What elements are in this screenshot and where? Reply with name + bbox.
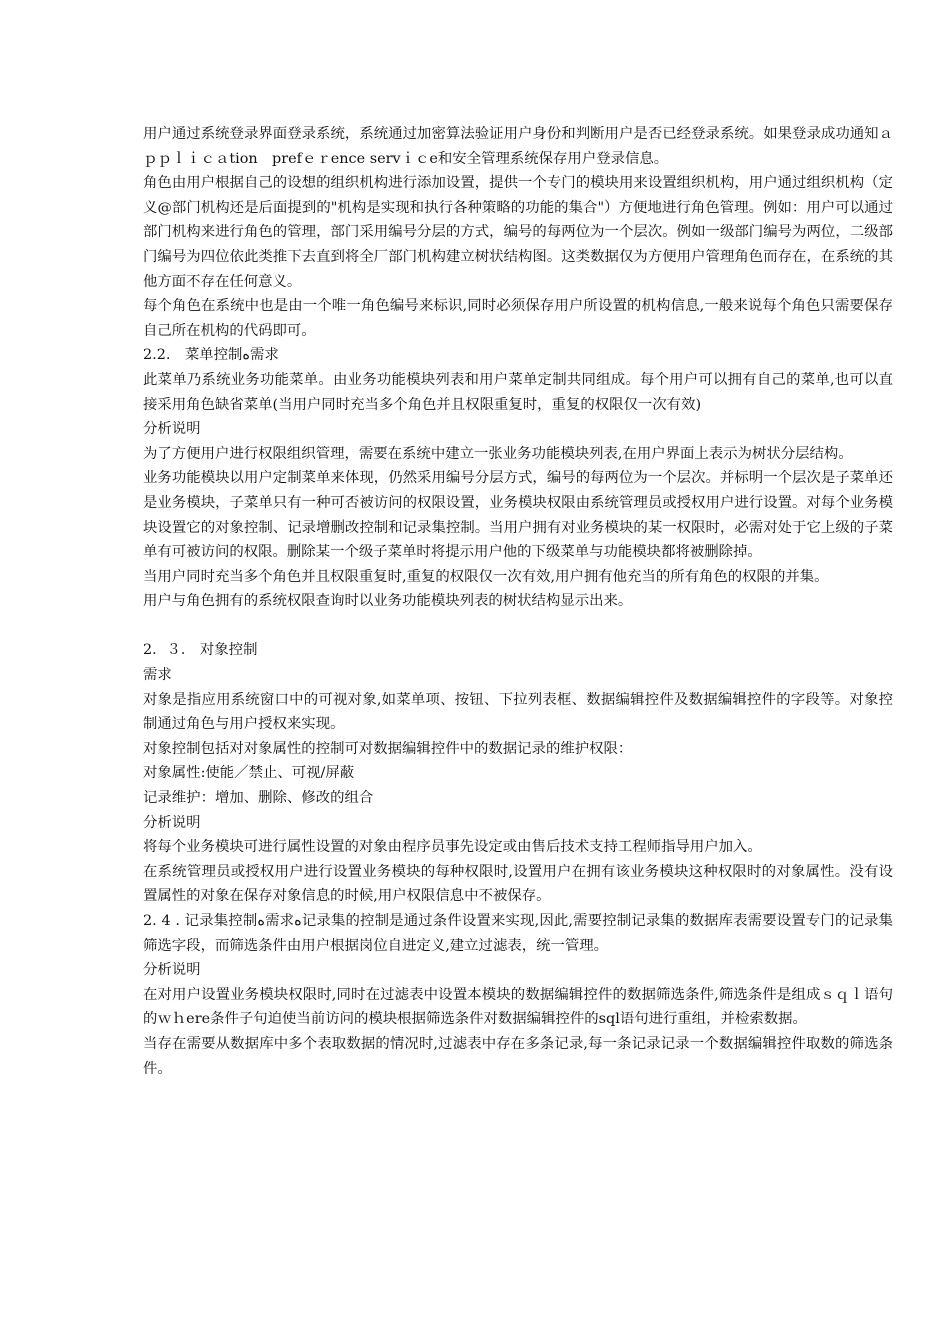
label-analysis: 分析说明 xyxy=(143,421,201,438)
paragraph-object-setup: 将每个业务模块可进行属性设置的对象由程序员事先设定或由售后技术支持工程师指导用户加入。 xyxy=(143,839,762,856)
paragraph-permission-query: 用户与角色拥有的系统权限查询时以业务功能模块列表的树状结构显示出来。 xyxy=(143,593,633,610)
paragraph-permission-union: 当用户同时充当多个角色并且权限重复时,重复的权限仅一次有效,用户拥有他充当的所有角色的权限的并集。 xyxy=(143,568,829,585)
paragraph-login: 用户通过系统登录界面登录系统，系统通过加密算法验证用户身份和判断用户是否已经登录系统。如果登录成功通知ａｐｐｌｉｃａtion prefｅｒence servｉｃe和安全管理系统保存用户登录信息。 xyxy=(143,126,893,167)
paragraph-role-id: 每个角色在系统中也是由一个唯一角色编号来标识,同时必须保存用户所设置的机构信息,一般来说每个角色只需要保存自己所在机构的代码即可。 xyxy=(143,298,893,339)
section-heading-menu-control: 2.2. 菜单控制ﻩ需求 xyxy=(143,347,279,364)
paragraph-module-list: 为了方便用户进行权限组织管理，需要在系统中建立一张业务功能模块列表,在用户界面上表示为树状分层结构。 xyxy=(143,445,853,462)
paragraph-record-maintenance: 记录维护：增加、删除、修改的组合 xyxy=(143,790,374,807)
section-heading-object-control: 2．３． 对象控制 xyxy=(143,642,258,659)
paragraph-multi-table: 当存在需要从数据库中多个表取数据的情况时,过滤表中存在多条记录,每一条记录记录一个数据编辑控件取数的筛选条件。 xyxy=(143,1035,893,1077)
label-analysis: 分析说明 xyxy=(143,962,201,979)
document-page xyxy=(143,122,893,1081)
paragraph-module-menu: 业务功能模块以用户定制菜单来体现，仍然采用编号分层方式，编号的每两位为一个层次。并标明一个层次是子菜单还是业务模块，子菜单只有一种可否被访问的权限设置，业务模块权限由系统管理员或授权用户进行设置。对每个业务模块设置它的对象控制、记录增删改控制和记录集控制。当用户拥有对业务模块的某一权限时，必需对处于它上级的子菜单有可被访问的权限。删除某一个级子菜单时将提示用户他的下级菜单与功能模块都将被删除掉。 xyxy=(143,470,893,561)
paragraph-menu-intro: 此菜单乃系统业务功能菜单。由业务功能模块列表和用户菜单定制共同组成。每个用户可以拥有自己的菜单,也可以直接采用角色缺省菜单(当用户同时充当多个角色并且权限重复时，重复的权限仅一次有效) xyxy=(143,371,893,413)
paragraph-role-setup: 角色由用户根据自己的设想的组织机构进行添加设置，提供一个专门的模块用来设置组织机构，用户通过组织机构（定义@部门机构还是后面提到的"机构是实现和执行各种策略的功能的集合"）方便地进行角色管理。例如：用户可以通过部门机构来进行角色的管理，部门采用编号分层的方式，编号的每两位为一个层次。例如一级部门编号为两位，二级部门编号为四位依此类推下去直到将全厂部门机构建立树状结构图。这类数据仅为方便用户管理角色而存在，在系统的其他方面不存在任何意义。 xyxy=(143,175,893,290)
label-requirement: 需求 xyxy=(143,667,172,684)
paragraph-filter-condition: 在对用户设置业务模块权限时,同时在过滤表中设置本模块的数据编辑控件的数据筛选条件,筛选条件是组成ｓｑｌ语句的ｗｈere条件子句迫使当前访问的模块根据筛选条件对数据编辑控件的sql语句进行重组，并检索数据。 xyxy=(143,986,893,1028)
paragraph-object-definition: 对象是指应用系统窗口中的可视对象,如菜单项、按钮、下拉列表框、数据编辑控件及数据编辑控件的字段等。对象控制通过角色与用户授权来实现。 xyxy=(143,691,893,733)
blank-line xyxy=(143,614,893,639)
paragraph-object-attributes: 对象属性:使能／禁止、可视/屏蔽 xyxy=(143,765,355,782)
label-analysis: 分析说明 xyxy=(143,814,201,831)
paragraph-object-permission: 在系统管理员或授权用户进行设置业务模块的每种权限时,设置用户在拥有该业务模块这种权限时的对象属性。没有设置属性的对象在保存对象信息的时候,用户权限信息中不被保存。 xyxy=(143,863,893,905)
section-heading-recordset-control: 2. 4 . 记录集控制ﻩ需求ﻩ记录集的控制是通过条件设置来实现,因此,需要控制记录集的数据库表需要设置专门的记录集筛选字段，而筛选条件由用户根据岗位自进定义,建立过滤表，统一管理。 xyxy=(143,913,893,954)
paragraph-object-control-scope: 对象控制包括对对象属性的控制可对数据编辑控件中的数据记录的维护权限： xyxy=(143,740,633,757)
